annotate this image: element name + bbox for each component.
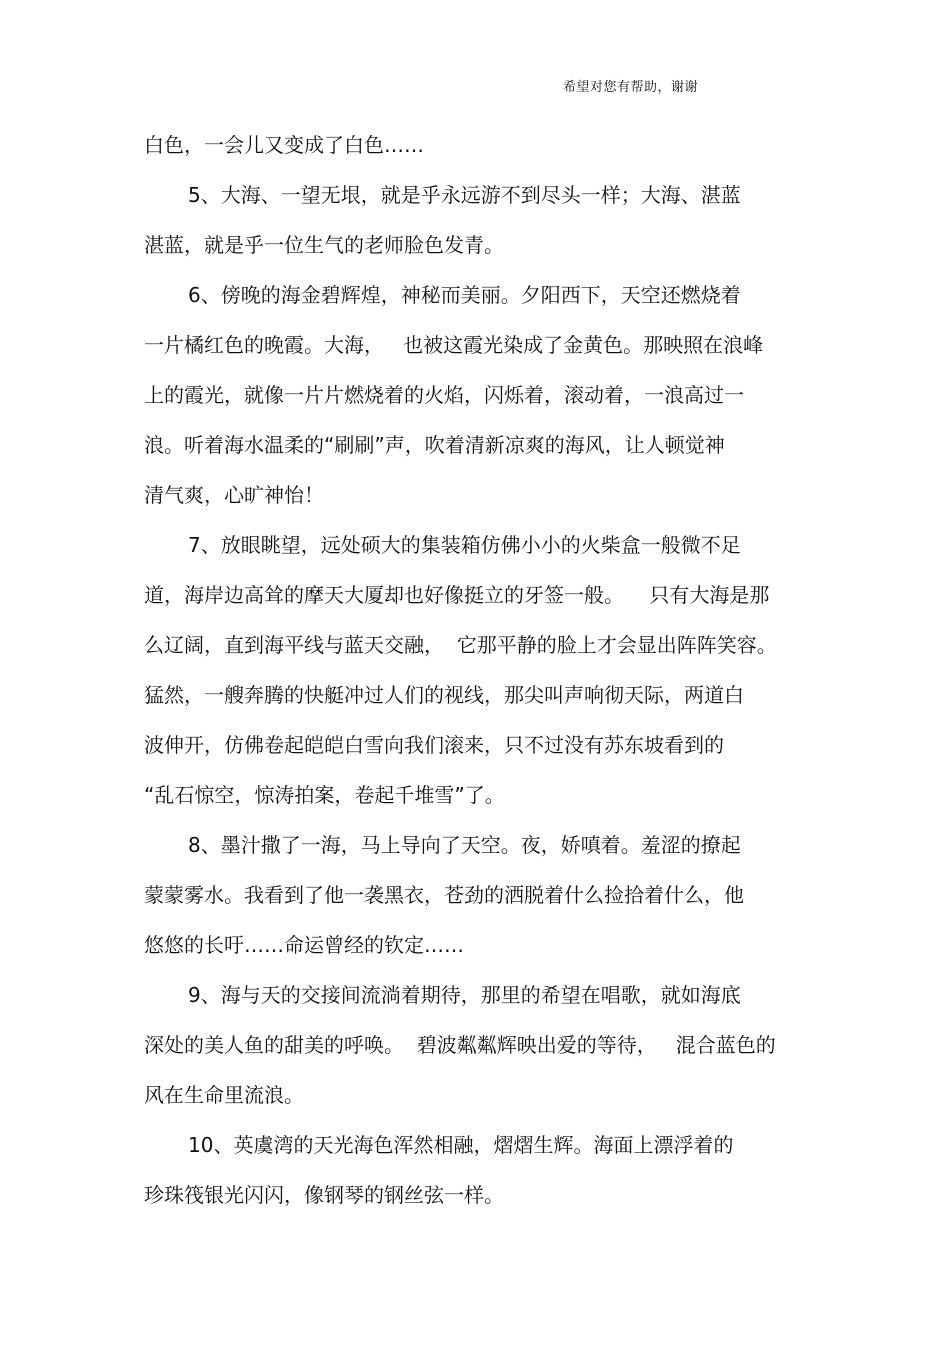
text-line: 猛然，一艘奔腾的快艇冲过人们的视线，那尖叫声响彻天际，两道白: [144, 683, 744, 707]
text-line: 道，海岸边高耸的摩天大厦却也好像挺立的牙签一般。 只有大海是那: [144, 583, 770, 607]
text-line: 湛蓝，就是乎一位生气的老师脸色发青。: [144, 233, 504, 257]
text-line: 风在生命里流浪。: [144, 1083, 304, 1107]
text-line: 悠悠的长吁……命运曾经的钦定……: [144, 933, 464, 957]
text-line: 10、英虞湾的天光海色浑然相融，熠熠生辉。海面上漂浮着的: [188, 1133, 734, 1157]
text-line: 么辽阔，直到海平线与蓝天交融， 它那平静的脸上才会显出阵阵笑容。: [144, 633, 777, 657]
text-line: 白色，一会儿又变成了白色……: [144, 133, 424, 157]
text-line: 5、大海、一望无垠，就是乎永远游不到尽头一样；大海、湛蓝: [188, 183, 741, 207]
text-line: 7、放眼眺望，远处硕大的集装箱仿佛小小的火柴盒一般微不足: [188, 533, 741, 557]
text-line: 上的霞光，就像一片片燃烧着的火焰，闪烁着，滚动着，一浪高过一: [144, 383, 744, 407]
text-line: 波伸开，仿佛卷起皑皑白雪向我们滚来，只不过没有苏东坡看到的: [144, 733, 724, 757]
text-line: “乱石惊空，惊涛拍案，卷起千堆雪”了。: [144, 783, 505, 807]
text-line: 一片橘红色的晚霞。大海， 也被这霞光染成了金黄色。那映照在浪峰: [144, 333, 764, 357]
document-body: [144, 126, 808, 1226]
text-line: 6、傍晚的海金碧辉煌，神秘而美丽。夕阳西下，天空还燃烧着: [188, 283, 741, 307]
page-header-note: 希望对您有帮助，谢谢: [563, 80, 699, 95]
text-line: 珍珠筏银光闪闪，像钢琴的钢丝弦一样。: [144, 1183, 504, 1207]
text-line: 深处的美人鱼的甜美的呼唤。 碧波粼粼辉映出爱的等待， 混合蓝色的: [144, 1033, 776, 1057]
text-line: 蒙蒙雾水。我看到了他一袭黑衣，苍劲的洒脱着什么捡拾着什么，他: [144, 883, 744, 907]
text-line: 清气爽，心旷神怡！: [144, 483, 324, 507]
text-line: 8、墨汁撒了一海，马上导向了天空。夜，娇嗔着。羞涩的撩起: [188, 833, 741, 857]
text-line: 9、海与天的交接间流淌着期待，那里的希望在唱歌，就如海底: [188, 983, 741, 1007]
text-line: 浪。听着海水温柔的“刷刷”声，吹着清新凉爽的海风，让人顿觉神: [144, 433, 725, 457]
